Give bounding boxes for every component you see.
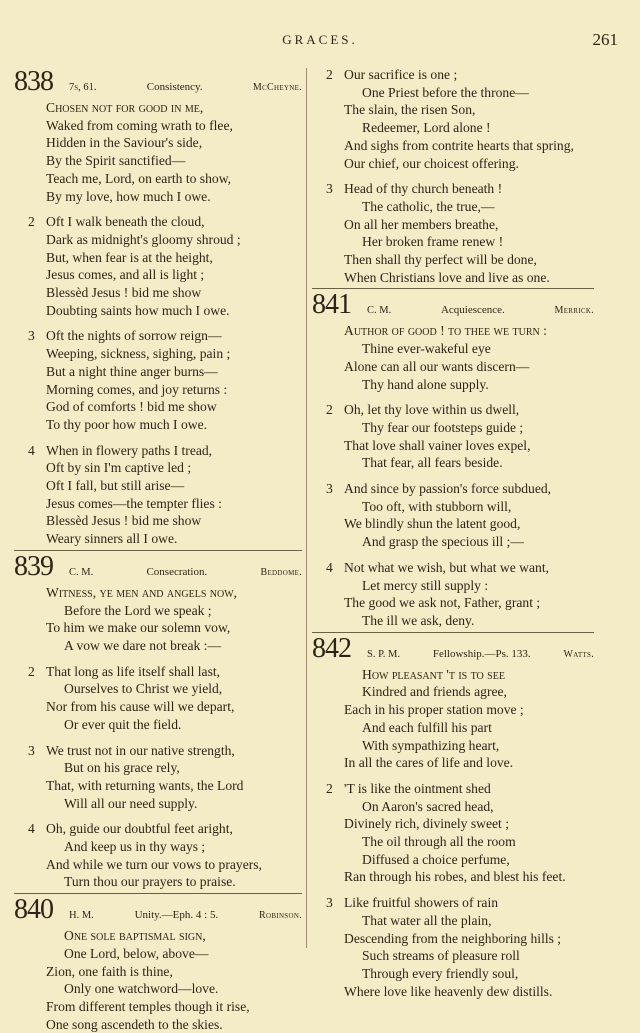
line-text: How pleasant 't is to see xyxy=(362,666,505,682)
hymn-line xyxy=(14,512,302,530)
hymn-line xyxy=(312,798,594,816)
hymn-line xyxy=(14,742,302,760)
line-text: The oil through all the room xyxy=(362,834,516,850)
line-text: Her broken frame renew ! xyxy=(362,234,504,250)
line-text: Like fruitful showers of rain xyxy=(344,895,499,911)
hymn-line xyxy=(14,777,302,795)
line-text: Ran through his robes, and blest his feet. xyxy=(344,869,566,885)
page-number: 261 xyxy=(592,30,618,49)
line-text: One song ascendeth to the skies. xyxy=(46,1016,223,1032)
hymn-line xyxy=(14,249,302,267)
line-text: By the Spirit sanctified— xyxy=(46,153,186,169)
line-text: Oft by sin I'm captive led ; xyxy=(46,460,192,476)
hymn-line xyxy=(312,851,594,869)
verse-number: 4 xyxy=(326,559,333,575)
line-text: With sympathizing heart, xyxy=(362,737,500,753)
line-text: Oft the nights of sorrow reign— xyxy=(46,328,222,344)
line-text: One Lord, below, above— xyxy=(64,945,209,961)
hymn-block xyxy=(14,893,302,1033)
line-text: God of comforts ! bid me show xyxy=(46,399,217,415)
hymn-author: Merrick. xyxy=(554,305,594,317)
hymn-author: Robinson. xyxy=(259,910,302,922)
hymn-heading xyxy=(312,632,594,666)
hymn-line xyxy=(312,269,594,287)
verse-number: 4 xyxy=(28,442,35,458)
hymn-line xyxy=(312,155,594,173)
hymn-line xyxy=(14,963,302,981)
line-text: 'T is like the ointment shed xyxy=(344,780,491,796)
hymn-meter: C. M. xyxy=(367,305,392,317)
verse-number: 2 xyxy=(28,214,35,230)
line-text: And sighs from contrite hearts that spring, xyxy=(344,137,574,153)
line-text: On all her members breathe, xyxy=(344,216,499,232)
verse-gap xyxy=(312,472,594,480)
line-text: By my love, how much I owe. xyxy=(46,188,211,204)
hymn-line xyxy=(14,998,302,1016)
hymn-line xyxy=(14,716,302,734)
hymn-line xyxy=(312,533,594,551)
line-text: Thy fear our footsteps guide ; xyxy=(362,419,524,435)
line-text: Let mercy still supply : xyxy=(362,577,489,593)
page-header-title: GRACES. xyxy=(282,32,358,47)
line-text: We trust not in our native strength, xyxy=(46,742,235,758)
hymn-meter: C. M. xyxy=(69,566,94,578)
hymn-line xyxy=(14,459,302,477)
hymn-line xyxy=(312,612,594,630)
hymn-line xyxy=(14,856,302,874)
hymn-line xyxy=(312,322,594,340)
line-text: Jesus comes, and all is light ; xyxy=(46,267,205,283)
hymn-line xyxy=(14,477,302,495)
line-text: Where love like heavenly dew distills. xyxy=(344,983,553,999)
line-text: But a night thine anger burns— xyxy=(46,363,218,379)
hymn-separator-rule xyxy=(312,288,594,289)
hymn-author: McCheyne. xyxy=(252,82,302,93)
hymn-line xyxy=(312,594,594,612)
line-text: The good we ask not, Father, grant ; xyxy=(344,595,541,611)
verse-number: 3 xyxy=(28,742,35,758)
line-text: Weeping, sickness, sighing, pain ; xyxy=(46,346,231,362)
line-text: Alone can all our wants discern— xyxy=(344,358,530,374)
line-text: Divinely rich, divinely sweet ; xyxy=(344,816,509,832)
hymn-number: 841 xyxy=(312,289,351,321)
hymn-line xyxy=(312,868,594,886)
line-text: Blessèd Jesus ! bid me show xyxy=(46,285,202,301)
hymn-number: 838 xyxy=(14,66,53,97)
line-text: Hidden in the Saviour's side, xyxy=(46,135,203,151)
verse-gap xyxy=(14,319,302,327)
hymn-line xyxy=(312,912,594,930)
hymn-line xyxy=(14,134,302,152)
verse-number: 3 xyxy=(326,481,333,497)
hymn-line xyxy=(312,559,594,577)
hymn-heading xyxy=(14,894,302,927)
verse-gap xyxy=(14,434,302,442)
hymn-block xyxy=(312,632,594,1001)
line-text: Such streams of pleasure roll xyxy=(362,948,520,964)
hymn-tune-name: Fellowship.—Ps. 133. xyxy=(432,647,531,660)
line-text: On Aaron's sacred head, xyxy=(362,798,494,814)
hymn-line xyxy=(312,515,594,533)
hymn-tune-name: Acquiescence. xyxy=(440,304,505,317)
hymn-block xyxy=(14,550,302,891)
hymn-line xyxy=(312,815,594,833)
line-text: Before the Lord we speak ; xyxy=(64,602,212,618)
hymn-line xyxy=(14,602,302,620)
line-text: Oh, let thy love within us dwell, xyxy=(344,402,520,418)
verse-gap xyxy=(14,205,302,213)
line-text: When in flowery paths I tread, xyxy=(46,442,213,458)
hymn-line xyxy=(14,680,302,698)
line-text: Not what we wish, but what we want, xyxy=(344,559,550,575)
hymn-line xyxy=(14,152,302,170)
verse-number: 3 xyxy=(28,328,35,344)
line-text: That fear, all fears beside. xyxy=(362,455,503,471)
hymn-line xyxy=(312,833,594,851)
line-text: Oft I walk beneath the cloud, xyxy=(46,214,205,230)
hymn-line xyxy=(14,1016,302,1033)
line-text: But, when fear is at the height, xyxy=(46,249,213,265)
line-text: Jesus comes—the tempter flies : xyxy=(46,495,222,511)
hymn-line xyxy=(312,737,594,755)
line-text: The ill we ask, deny. xyxy=(362,612,475,628)
hymn-line xyxy=(312,119,594,137)
hymn-line xyxy=(312,498,594,516)
line-text: Waked from coming wrath to flee, xyxy=(46,117,233,133)
hymn-line xyxy=(14,945,302,963)
hymn-heading xyxy=(14,550,302,584)
line-text: Descending from the neighboring hills ; xyxy=(344,930,562,946)
hymn-line xyxy=(14,188,302,206)
right-column xyxy=(312,66,594,1000)
line-text: Morning comes, and joy returns : xyxy=(46,381,228,397)
hymn-line xyxy=(14,530,302,548)
verse-number: 2 xyxy=(326,402,333,418)
line-text: Each in his proper station move ; xyxy=(344,702,524,718)
hymn-line xyxy=(312,930,594,948)
hymn-line xyxy=(14,284,302,302)
verse-gap xyxy=(14,655,302,663)
line-text: Doubting saints how much I owe. xyxy=(46,302,230,318)
hymn-line xyxy=(312,251,594,269)
line-text: Turn thou our prayers to praise. xyxy=(64,874,236,890)
hymn-line xyxy=(14,637,302,655)
hymn-line xyxy=(14,99,302,117)
line-text: We blindly shun the latent good, xyxy=(344,516,521,532)
line-text: Oft I fall, but still arise— xyxy=(46,478,185,494)
line-text: One sole baptismal sign, xyxy=(64,928,206,944)
line-text: Redeemer, Lord alone ! xyxy=(362,120,491,136)
line-text: Through every friendly soul, xyxy=(362,965,519,981)
line-text: And while we turn our vows to prayers, xyxy=(46,856,262,872)
hymn-line xyxy=(14,266,302,284)
line-text: To him we make our solemn vow, xyxy=(46,620,231,636)
line-text: Witness, ye men and angels now, xyxy=(46,584,238,600)
hymn-line xyxy=(14,759,302,777)
hymn-line xyxy=(14,584,302,602)
hymn-line xyxy=(312,983,594,1001)
hymn-line xyxy=(312,437,594,455)
verse-gap xyxy=(312,886,594,894)
hymn-separator-rule xyxy=(14,550,302,551)
hymn-line xyxy=(312,137,594,155)
hymn-separator-rule xyxy=(312,632,594,633)
hymn-line xyxy=(312,683,594,701)
hymn-line xyxy=(312,965,594,983)
hymn-line xyxy=(312,180,594,198)
hymn-line xyxy=(312,754,594,772)
line-text: Blessèd Jesus ! bid me show xyxy=(46,513,202,529)
hymn-line xyxy=(312,401,594,419)
hymn-block xyxy=(312,66,594,286)
hymn-number: 842 xyxy=(312,632,351,664)
hymn-line xyxy=(312,198,594,216)
verse-gap xyxy=(312,393,594,401)
hymn-line xyxy=(14,619,302,637)
line-text: Our chief, our choicest offering. xyxy=(344,155,519,171)
line-text: Only one watchword—love. xyxy=(64,981,219,997)
line-text: In all the cares of life and love. xyxy=(344,755,514,771)
line-text: A vow we dare not break :— xyxy=(64,637,222,653)
line-text: Our sacrifice is one ; xyxy=(344,67,458,82)
hymn-line xyxy=(14,327,302,345)
line-text: Head of thy church beneath ! xyxy=(344,181,503,197)
line-text: Weary sinners all I owe. xyxy=(46,531,178,547)
verse-gap xyxy=(312,772,594,780)
hymn-line xyxy=(14,698,302,716)
line-text: That love shall vainer loves expel, xyxy=(344,437,531,453)
verse-gap xyxy=(14,812,302,820)
line-text: Too oft, with stubborn will, xyxy=(362,498,512,514)
hymn-tune-name: Consecration. xyxy=(146,565,208,578)
hymn-line xyxy=(14,820,302,838)
column-divider xyxy=(306,68,307,948)
hymn-line xyxy=(312,454,594,472)
hymn-line xyxy=(312,358,594,376)
line-text: And since by passion's force subdued, xyxy=(344,481,552,497)
hymn-tune-name: Consistency. xyxy=(146,81,203,93)
hymn-line xyxy=(312,894,594,912)
hymn-tune-name: Unity.—Eph. 4 : 5. xyxy=(134,909,219,922)
line-text: That long as life itself shall last, xyxy=(46,663,221,679)
line-text: The slain, the risen Son, xyxy=(344,102,476,118)
line-text: Chosen not for good in me, xyxy=(46,100,204,115)
hymn-line xyxy=(312,233,594,251)
line-text: Zion, one faith is thine, xyxy=(46,963,173,979)
line-text: Thine ever-wakeful eye xyxy=(362,341,491,357)
line-text: Author of good ! to thee we turn : xyxy=(344,323,547,339)
hymn-line xyxy=(312,84,594,102)
hymn-line xyxy=(312,780,594,798)
line-text: One Priest before the throne— xyxy=(362,84,529,100)
hymn-line xyxy=(14,381,302,399)
line-text: When Christians love and live as one. xyxy=(344,269,550,285)
left-column xyxy=(14,66,302,1033)
hymn-line xyxy=(14,170,302,188)
hymn-line xyxy=(14,873,302,891)
verse-gap xyxy=(312,551,594,559)
verse-number: 3 xyxy=(326,181,333,197)
verse-gap xyxy=(14,734,302,742)
hymn-separator-rule xyxy=(14,893,302,894)
line-text: And each fulfill his part xyxy=(362,719,492,735)
hymn-line xyxy=(312,66,594,84)
hymn-author: Watts. xyxy=(563,648,594,660)
hymn-heading xyxy=(312,289,594,322)
hymn-line xyxy=(14,495,302,513)
line-text: Thy hand alone supply. xyxy=(362,376,489,392)
hymn-line xyxy=(312,719,594,737)
line-text: Then shall thy perfect will be done, xyxy=(344,252,537,268)
line-text: Ourselves to Christ we yield, xyxy=(64,681,223,697)
line-text: And grasp the specious ill ;— xyxy=(362,534,524,550)
hymn-line xyxy=(312,701,594,719)
hymn-number: 840 xyxy=(14,894,53,926)
hymn-block xyxy=(312,288,594,629)
hymn-line xyxy=(312,376,594,394)
line-text: Kindred and friends agree, xyxy=(362,684,507,700)
line-text: But on his grace rely, xyxy=(64,760,180,776)
line-text: Teach me, Lord, on earth to show, xyxy=(46,170,232,186)
hymn-line xyxy=(14,398,302,416)
line-text: That, with returning wants, the Lord xyxy=(46,777,244,793)
hymn-line xyxy=(312,480,594,498)
line-text: The catholic, the true,— xyxy=(362,198,495,214)
verse-number: 2 xyxy=(28,663,35,679)
verse-number: 2 xyxy=(326,780,333,796)
hymn-line xyxy=(312,216,594,234)
hymn-line xyxy=(14,442,302,460)
hymn-line xyxy=(14,345,302,363)
line-text: Will all our need supply. xyxy=(64,795,198,811)
verse-gap xyxy=(312,172,594,180)
hymn-meter: S. P. M. xyxy=(367,648,400,660)
verse-number: 2 xyxy=(326,67,333,82)
hymn-meter: H. M. xyxy=(69,910,94,922)
hymn-line xyxy=(14,795,302,813)
line-text: Diffused a choice perfume, xyxy=(362,851,510,867)
hymn-meter: 7s, 61. xyxy=(69,82,97,93)
hymn-line xyxy=(14,927,302,945)
line-text: That water all the plain, xyxy=(362,912,492,928)
hymn-line xyxy=(312,340,594,358)
line-text: Nor from his cause will we depart, xyxy=(46,699,235,715)
hymn-line xyxy=(14,663,302,681)
hymn-line xyxy=(312,101,594,119)
hymn-block xyxy=(14,66,302,548)
line-text: From different temples though it rise, xyxy=(46,998,250,1014)
hymn-line xyxy=(14,363,302,381)
hymn-line xyxy=(14,231,302,249)
hymn-line xyxy=(312,947,594,965)
hymn-heading xyxy=(14,66,302,99)
hymn-line xyxy=(312,577,594,595)
hymn-line xyxy=(312,419,594,437)
verse-number: 4 xyxy=(28,821,35,837)
line-text: Or ever quit the field. xyxy=(64,716,182,732)
hymn-line xyxy=(14,416,302,434)
line-text: To thy poor how much I owe. xyxy=(46,416,208,432)
line-text: And keep us in thy ways ; xyxy=(64,839,206,855)
hymn-author: Beddome. xyxy=(260,566,302,578)
verse-number: 3 xyxy=(326,895,333,911)
hymn-line xyxy=(14,117,302,135)
line-text: Dark as midnight's gloomy shroud ; xyxy=(46,231,241,247)
hymn-line xyxy=(312,666,594,684)
hymn-line xyxy=(14,302,302,320)
hymn-line xyxy=(14,213,302,231)
line-text: Oh, guide our doubtful feet aright, xyxy=(46,821,233,837)
hymn-line xyxy=(14,838,302,856)
hymn-number: 839 xyxy=(14,550,53,582)
